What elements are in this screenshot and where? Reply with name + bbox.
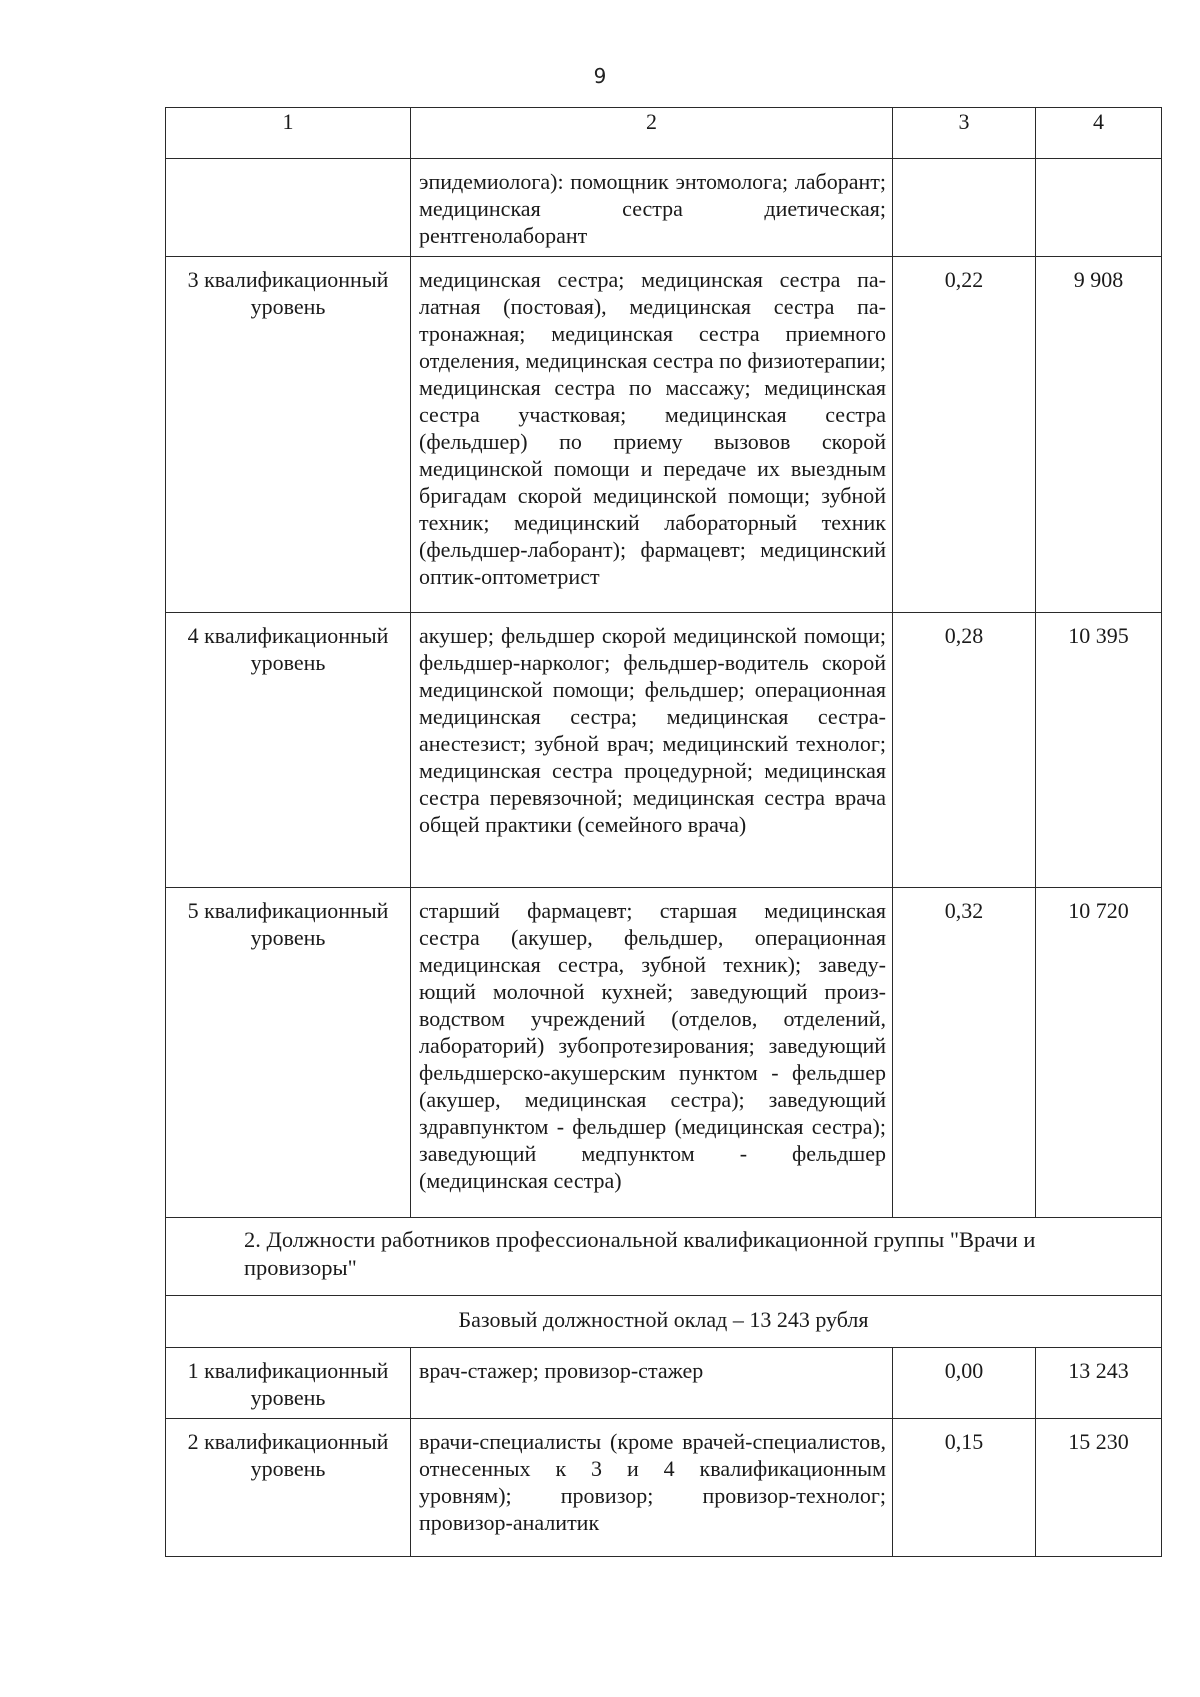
- header-cell-2: 2: [411, 108, 893, 159]
- salary-cell: 9 908: [1036, 257, 1162, 613]
- page-number: 9: [593, 64, 607, 88]
- level-cell: 2 квалификационный уровень: [166, 1419, 411, 1557]
- coefficient-cell: 0,32: [893, 888, 1036, 1218]
- table-row: [166, 888, 1162, 1218]
- level-cell: 3 квалификационный уровень: [166, 257, 411, 613]
- level-cell: 1 квалификационный уровень: [166, 1348, 411, 1419]
- positions-cell: акушер; фельдшер скорой медицинской помощи; фельдшер-нарколог; фельдшер-водитель скорой медицинской помощи; фельдшер; операционная медицинская сестра; медицинская сестра-анестезист; зубной врач; медицинский технолог; медицинская сестра процедурной; медицинская сестра перевязочной; медицинская сестра врача общей практики (семейного врача): [411, 613, 893, 888]
- salary-cell: 13 243: [1036, 1348, 1162, 1419]
- level-cell: 5 квалификационный уровень: [166, 888, 411, 1218]
- positions-cell: врач-стажер; провизор-стажер: [411, 1348, 893, 1419]
- section-title-row: [166, 1218, 1162, 1296]
- table-row: [166, 613, 1162, 888]
- coefficient-cell: 0,22: [893, 257, 1036, 613]
- salary-cell: 10 720: [1036, 888, 1162, 1218]
- table-row: [166, 1348, 1162, 1419]
- salary-cell: 15 230: [1036, 1419, 1162, 1557]
- header-cell-4: 4: [1036, 108, 1162, 159]
- level-cell: 4 квалификационный уровень: [166, 613, 411, 888]
- salary-cell: [1036, 159, 1162, 257]
- coefficient-cell: [893, 159, 1036, 257]
- positions-cell: эпидемиолога): помощник энтомолога; лаборант; медицинская сестра диетическая; рентгенолаборант: [411, 159, 893, 257]
- table-row: [166, 1419, 1162, 1557]
- positions-cell: врачи-специалисты (кроме врачей-специалистов, отнесенных к 3 и 4 квалификационным уровням); провизор; провизор-технолог; провизор-аналитик: [411, 1419, 893, 1557]
- base-salary: Базовый должностной оклад – 13 243 рубля: [166, 1296, 1162, 1348]
- salary-cell: 10 395: [1036, 613, 1162, 888]
- positions-cell: старший фармацевт; старшая медицинская сестра (акушер, фельдшер, операционная медицинская сестра, зубной техник); заведующий молочной кухней; заведующий производством учреждений (отделов, отделений, лабораторий) зубопротезирования; заведующий фельдшерско-акушерским пунктом - фельдшер (акушер, медицинская сестра); заведующий здравпунктом - фельдшер (медицинская сестра); заведующий медпунктом - фельдшер (медицинская сестра): [411, 888, 893, 1218]
- section-title: 2. Должности работников профессиональной квалификационной группы "Врачи и провизоры": [166, 1218, 1162, 1296]
- coefficient-cell: 0,28: [893, 613, 1036, 888]
- table-header-row: [166, 108, 1162, 159]
- level-cell: [166, 159, 411, 257]
- salary-table: [165, 107, 1162, 1557]
- table-row: [166, 257, 1162, 613]
- header-cell-3: 3: [893, 108, 1036, 159]
- base-salary-row: [166, 1296, 1162, 1348]
- coefficient-cell: 0,15: [893, 1419, 1036, 1557]
- coefficient-cell: 0,00: [893, 1348, 1036, 1419]
- positions-cell: медицинская сестра; медицинская сестра палатная (постовая), медицинская сестра патронажная; медицинская сестра приемного отделения, медицинская сестра по физиотерапии; медицинская сестра по массажу; медицинская сестра участковая; медицинская сестра (фельдшер) по приему вызовов скорой медицинской помощи и передаче их выездным бригадам скорой медицинской помощи; зубной техник; медицинский лабораторный техник (фельдшер-лаборант); фармацевт; медицинский оптик-оптометрист: [411, 257, 893, 613]
- table-row: [166, 159, 1162, 257]
- header-cell-1: 1: [166, 108, 411, 159]
